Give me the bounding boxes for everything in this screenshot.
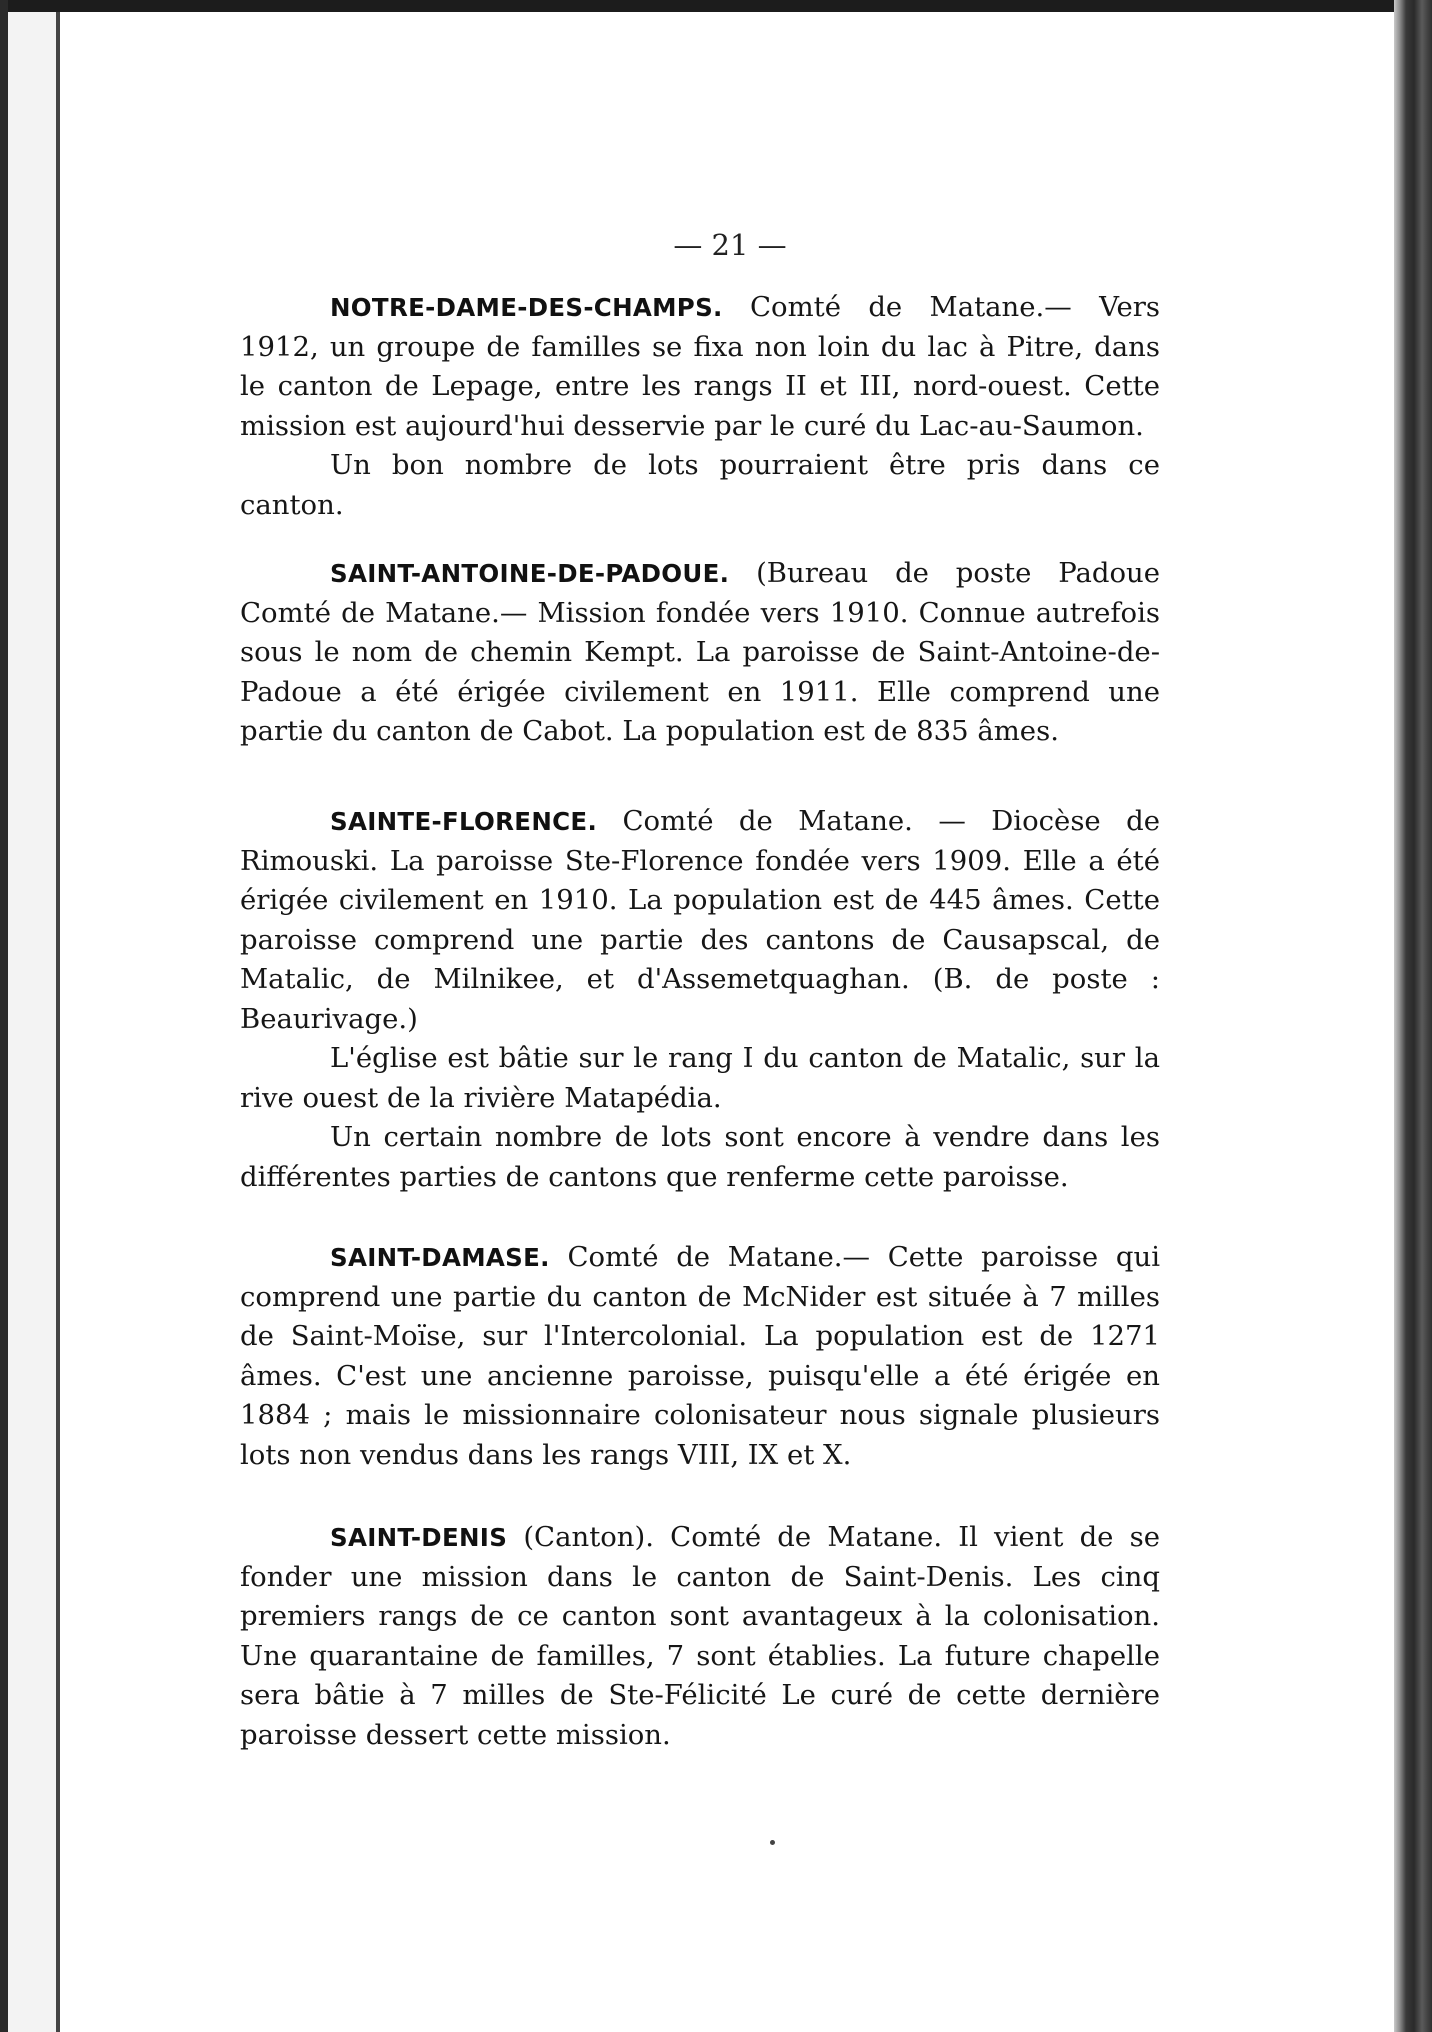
page-number: — 21 — (673, 228, 787, 262)
book-spine-edge (1394, 0, 1432, 2032)
page-left-edge (56, 12, 60, 2032)
entry-sainte-florence (240, 802, 1160, 1197)
entry-heading: NOTRE-DAME-DES-CHAMPS. (330, 293, 723, 322)
entry-heading: SAINTE-FLORENCE. (330, 807, 598, 836)
entry-notre-dame-des-champs (240, 288, 1160, 525)
entry-paragraph: Un certain nombre de lots sont encore à vendre dans les différentes parties de cantons que renferme cette paroisse. (240, 1121, 1160, 1193)
entry-text: (Canton). Comté de Matane. Il vient de se fonder une mission dans le canton de Saint-Denis. Les cinq premiers rangs de ce canton sont avantageux à la colonisation. Une quarantaine de familles, 7 sont établies. La future chapelle sera bâtie à 7 milles de Ste-Félicité Le curé de cette dernière paroisse dessert cette mission. (240, 1521, 1160, 1751)
scan-left-gutter (8, 12, 56, 2032)
entry-heading: SAINT-ANTOINE-DE-PADOUE. (330, 559, 730, 588)
entry-heading: SAINT-DAMASE. (330, 1243, 550, 1272)
entry-text: Comté de Matane.— Cette paroisse qui comprend une partie du canton de McNider est située à 7 milles de Saint-Moïse, sur l'Intercolonial. La population est de 1271 âmes. C'est une ancienne paroisse, puisqu'elle a été érigée en 1884 ; mais le missionnaire colonisateur nous signale plusieurs lots non vendus dans les rangs VIII, IX et X. (240, 1241, 1160, 1471)
entry-heading: SAINT-DENIS (330, 1523, 508, 1552)
entry-paragraph: L'église est bâtie sur le rang I du canton de Matalic, sur la rive ouest de la rivière Matapédia. (240, 1042, 1160, 1114)
entry-text: Comté de Matane. — Diocèse de Rimouski. La paroisse Ste-Florence fondée vers 1909. Elle a été érigée civilement en 1910. La population est de 445 âmes. Cette paroisse comprend une partie des cantons de Causapscal, de Matalic, de Milnikee, et d'Assemetquaghan. (B. de poste : Beaurivage.) (240, 805, 1160, 1035)
entry-saint-denis (240, 1518, 1160, 1755)
print-speck (770, 1840, 775, 1845)
entry-saint-damase (240, 1238, 1160, 1475)
entry-text: Comté de Matane.— Vers 1912, un groupe de familles se fixa non loin du lac à Pitre, dans le canton de Lepage, entre les rangs II et III, nord-ouest. Cette mission est aujourd'hui desservie par le curé du Lac-au-Saumon. (240, 291, 1160, 442)
scan-top-border (0, 0, 1432, 12)
entry-text: (Bureau de poste Padoue Comté de Matane.— Mission fondée vers 1910. Connue autrefois sous le nom de chemin Kempt. La paroisse de Saint-Antoine-de-Padoue a été érigée civilement en 1911. Elle comprend une partie du canton de Cabot. La population est de 835 âmes. (240, 557, 1160, 747)
entry-paragraph: Un bon nombre de lots pourraient être pris dans ce canton. (240, 449, 1160, 521)
scan-left-border (0, 0, 8, 2032)
entry-saint-antoine-de-padoue (240, 554, 1160, 752)
